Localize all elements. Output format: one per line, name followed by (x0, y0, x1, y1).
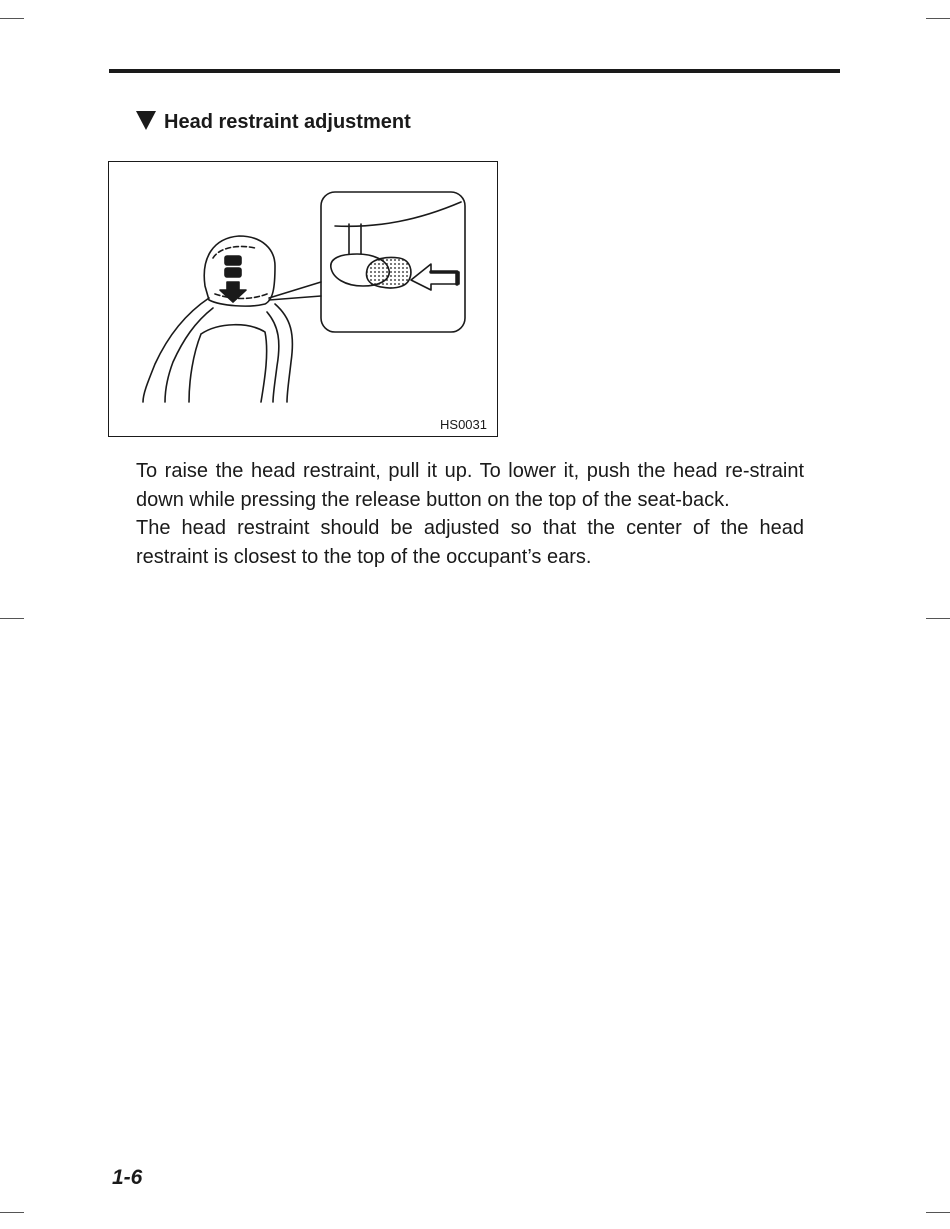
head-restraint-figure (108, 161, 498, 437)
crop-mark-top-right (926, 18, 950, 19)
release-button-icon (366, 258, 410, 289)
crop-mark-bottom-right (926, 1212, 950, 1213)
seatback-panel (189, 325, 267, 402)
crop-mark-top-left (0, 18, 24, 19)
crop-mark-mid-right (926, 618, 950, 619)
header-rule (109, 69, 840, 73)
section-heading-text: Head restraint adjustment (164, 111, 411, 133)
paragraph-raise-lower: To raise the head restraint, pull it up. To lower it, push the head re-straint down while pressing the release button on the top of the seat-back. (136, 460, 804, 511)
seatback-outline (143, 298, 292, 402)
push-arrow-icon (411, 264, 459, 290)
page-number: 1-6 (112, 1166, 143, 1189)
crop-mark-mid-left (0, 618, 24, 619)
figure-code: HS0031 (440, 417, 487, 432)
seat-illustration (109, 162, 499, 438)
triangle-marker-icon (136, 111, 156, 130)
section-heading (136, 111, 411, 134)
paragraph-adjust-position: The head restraint should be adjusted so that the center of the head restraint is closest to the top of the occupant’s ears. (136, 517, 804, 568)
body-text (136, 457, 804, 571)
crop-mark-bottom-left (0, 1212, 24, 1213)
